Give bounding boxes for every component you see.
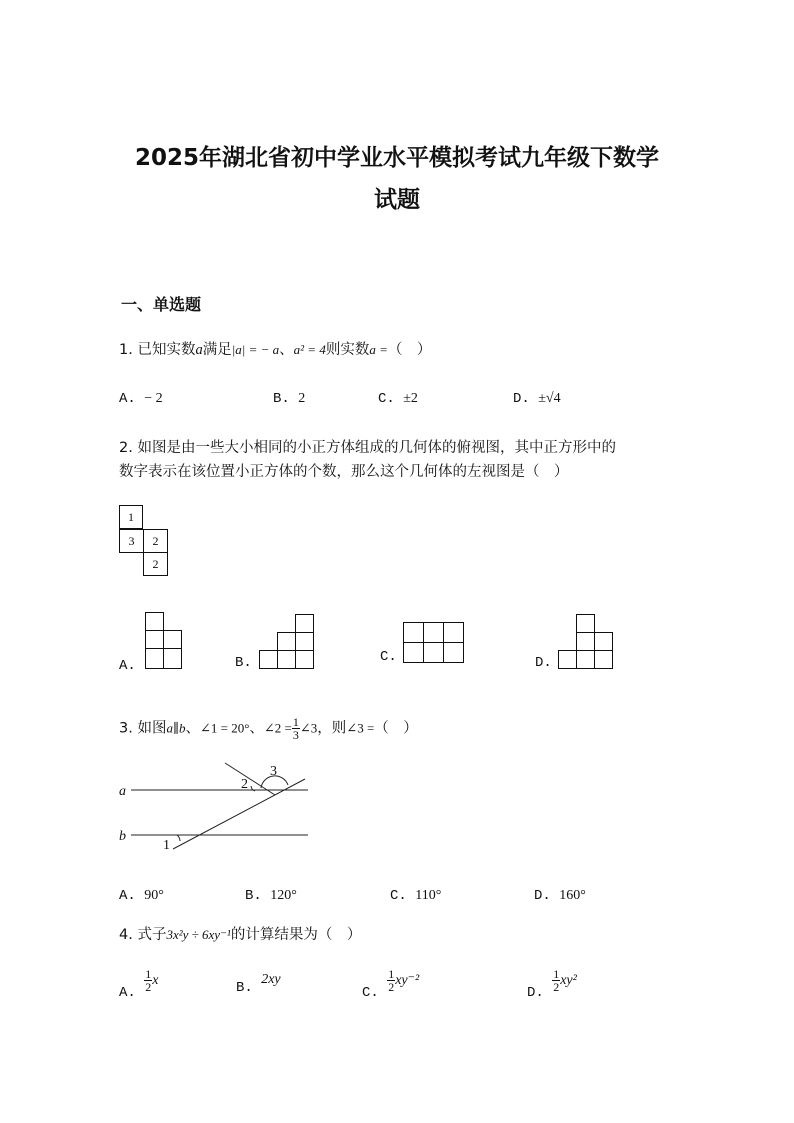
q3-text-a: 如图 [137,720,167,737]
frac-numerator: 1 [145,967,152,981]
q1-option-a[interactable] [119,391,163,407]
page-title-line1: 2025年湖北省初中学业水平模拟考试九年级下数学 [134,145,659,171]
q3-sep1: 、 [185,720,200,737]
q2-line1: 如图是由一些大小相同的小正方体组成的几何体的俯视图，其中正方形中的 [137,440,616,456]
option-value: 110° [415,888,442,903]
q1-option-c[interactable] [378,391,418,407]
q1-text-c: 则实数 [325,342,370,358]
q2-top-view-grid [119,505,169,577]
frac-numerator: 1 [388,967,395,981]
option-value: − 2 [144,391,163,406]
option-value: ±2 [403,391,418,406]
q2-option-c-label[interactable]: C. [380,649,397,665]
q1-option-d[interactable] [513,391,561,407]
option-label: C. [378,391,395,407]
option-value: x [152,973,159,989]
q3-option-a[interactable] [119,888,164,904]
grid-cell: 3 [119,529,144,553]
label-b: b [119,829,126,844]
q2-option-a-label[interactable]: A. [119,658,136,674]
option-label: B. [236,980,253,996]
q1-number: 1. [119,342,133,358]
q1-option-b[interactable] [273,391,305,407]
q3-number: 3. [119,720,133,737]
q4-option-c[interactable] [362,968,419,1001]
q1-paren: （ ） [387,342,432,358]
q4-text-a: 式子 [137,927,167,943]
question-4 [119,925,361,945]
frac-numerator: 1 [292,715,299,729]
grid-cell: 2 [143,529,168,553]
section-heading: 一、单选题 [121,295,202,314]
q3-cond2: ∠1 = 20° [199,720,250,736]
option-label: A. [119,985,136,1002]
grid-cell: 2 [143,552,168,576]
q2-option-d-label[interactable]: D. [535,655,552,671]
option-value: 90° [144,888,164,903]
grid-cell: 1 [119,505,143,529]
option-label: D. [534,888,551,904]
q4-expression: 3x²y ÷ 6xy⁻¹ [166,927,231,942]
q3-paren: （ ） [374,720,418,737]
option-value: xy² [560,973,577,989]
q2-option-a-figure [145,612,185,672]
q3-option-d[interactable] [534,888,586,904]
frac-denominator: 3 [292,728,299,742]
question-2-line2: 数字表示在该位置小正方体的个数，那么这个几何体的左视图是（ ） [119,464,569,480]
q2-option-b-label[interactable]: B. [235,655,252,671]
frac-numerator: 1 [553,967,560,981]
q3-cond3-a: ∠2 = [263,720,292,736]
page-title-line2: 试题 [374,187,420,213]
label-angle1: 1 [163,838,170,853]
q3-fraction [292,716,300,741]
label-a: a [119,784,126,799]
option-label: A. [119,888,136,904]
label-angle3: 3 [270,764,277,779]
q4-option-b[interactable] [236,972,281,996]
q1-text-b: 满足 [202,342,232,358]
option-label: C. [390,888,407,904]
q1-ask: a = [369,342,388,357]
option-label: D. [527,985,544,1002]
q2-option-d-figure [558,614,618,674]
frac-denominator: 2 [388,980,395,994]
option-value: 160° [559,888,586,903]
q4-option-d[interactable] [527,968,577,1001]
option-value: 2 [298,391,306,406]
q3-option-b[interactable] [245,888,297,904]
q3-option-c[interactable] [390,888,441,904]
q1-cond2: a² = 4 [293,342,326,357]
option-value: xy⁻² [395,973,420,989]
q3-cond3-b: ∠3 [299,720,318,736]
q2-number: 2. [119,440,133,456]
question-1 [119,340,431,360]
q1-cond1: |a| = − a [231,342,280,357]
option-label: A. [119,391,136,407]
question-3 [119,716,418,741]
q3-cond1: a∥b [166,720,186,736]
q3-text-b: ，则 [317,720,347,737]
option-value: ±√4 [538,391,561,406]
q4-text-b: 的计算结果为（ ） [230,927,362,943]
option-label: D. [513,391,530,407]
q1-var-a: a [195,342,203,358]
option-value: 120° [270,888,297,903]
option-label: B. [245,888,262,904]
q1-sep: 、 [279,342,294,358]
label-angle2: 2 [241,777,248,792]
q3-sep2: 、 [249,720,264,737]
q4-number: 4. [119,927,133,943]
option-value: 2xy [261,972,281,987]
question-2 [119,438,616,458]
q3-ask: ∠3 = [346,720,375,736]
q3-parallel-lines-figure [115,755,315,855]
q2-option-b-figure [259,614,319,674]
q1-text-a: 已知实数 [137,342,196,358]
option-label: B. [273,391,290,407]
angle-1-arc [177,835,180,841]
option-label: C. [362,985,379,1002]
frac-denominator: 2 [553,980,560,994]
frac-denominator: 2 [145,980,152,994]
q2-option-c-figure [403,622,468,667]
q4-option-a[interactable] [119,968,158,1001]
